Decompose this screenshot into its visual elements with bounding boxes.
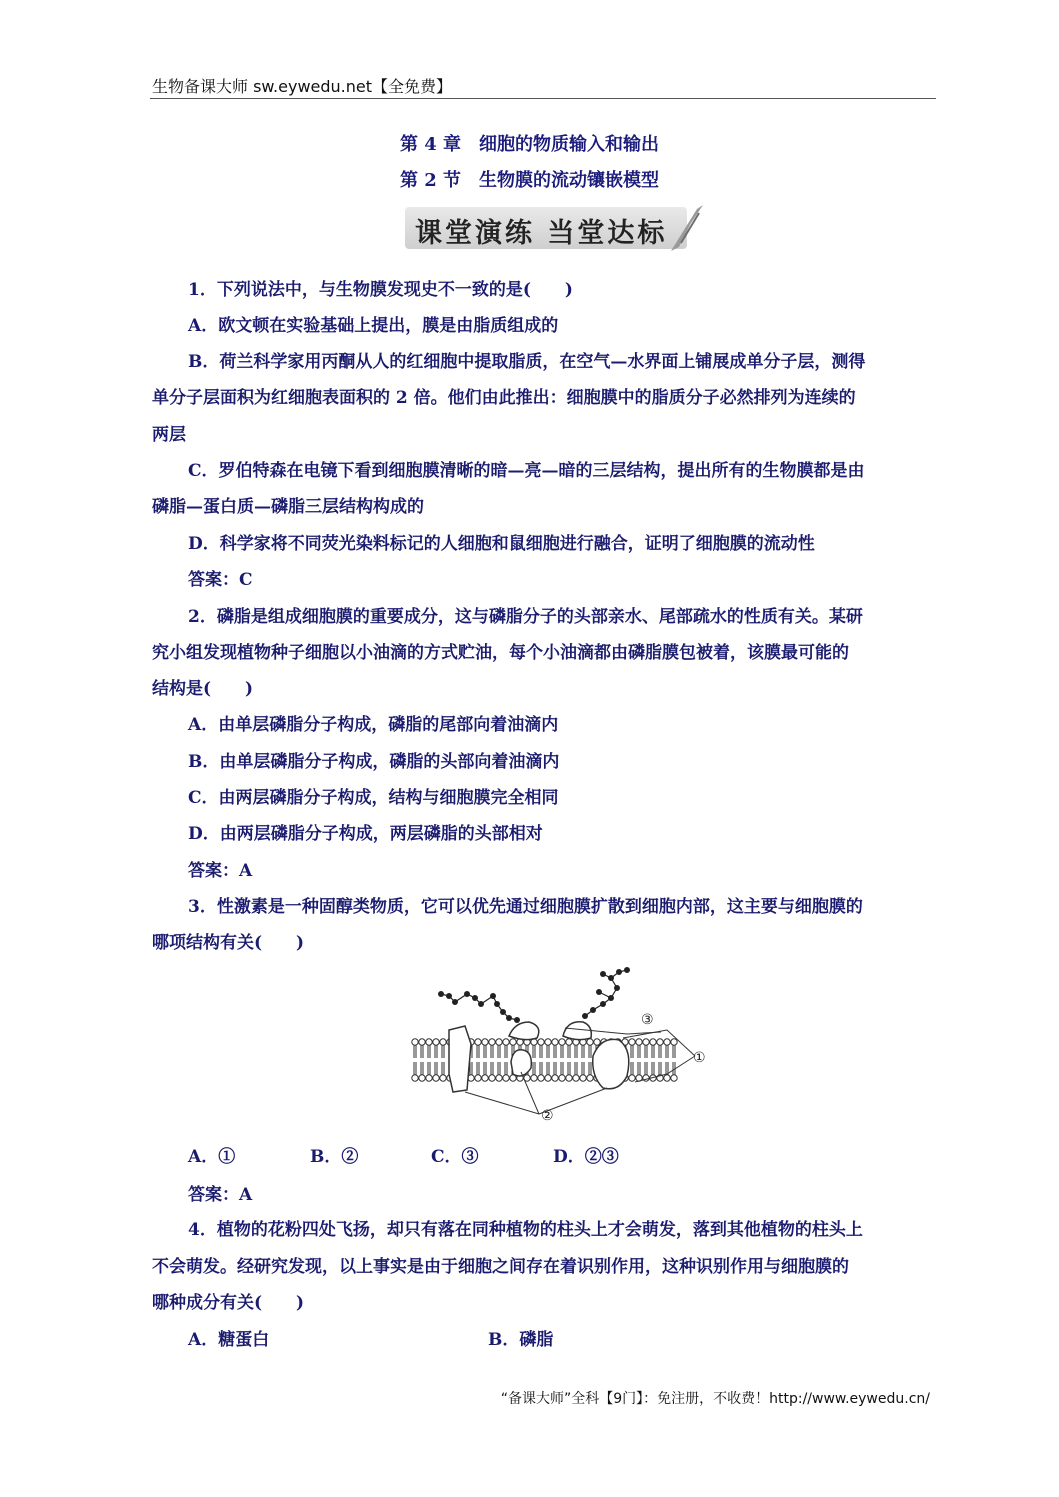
q1-option-a: A．欧文顿在实验基础上提出，膜是由脂质组成的	[188, 316, 559, 336]
q1-option-d: D．科学家将不同荧光染料标记的人细胞和鼠细胞进行融合，证明了细胞膜的流动性	[188, 534, 815, 554]
chapter-title: 第 4 章 细胞的物质输入和输出	[399, 134, 660, 155]
section-title: 第 2 节 生物膜的流动镶嵌模型	[399, 170, 660, 191]
banner	[405, 203, 705, 253]
q3-option-d: D．②③	[553, 1147, 619, 1167]
q2-option-a: A．由单层磷脂分子构成，磷脂的尾部向着油滴内	[188, 715, 559, 735]
brush-stroke-icon	[667, 203, 707, 253]
q4-stem-line1: 4．植物的花粉四处飞扬，却只有落在同种植物的柱头上才会萌发，落到其他植物的柱头上	[188, 1220, 863, 1240]
q2-answer: 答案：A	[188, 861, 253, 881]
q1-option-b-line1: B．荷兰科学家用丙酮从人的红细胞中提取脂质，在空气—水界面上铺展成单分子层，测得	[188, 352, 866, 372]
q2-stem-line2: 究小组发现植物种子细胞以小油滴的方式贮油，每个小油滴都由磷脂膜包被着，该膜最可能的	[152, 643, 849, 663]
header-site-text: 生物备课大师 sw.eywedu.net【全免费】	[152, 77, 453, 96]
q2-stem-line3: 结构是( )	[152, 679, 254, 699]
q3-stem-line2: 哪项结构有关( )	[152, 933, 305, 953]
label-3: ③	[641, 1012, 654, 1028]
q1-option-c-line1: C．罗伯特森在电镜下看到细胞膜清晰的暗—亮—暗的三层结构，提出所有的生物膜都是由	[188, 461, 865, 481]
membrane-diagram	[405, 964, 715, 1124]
header-divider	[150, 98, 936, 99]
q2-option-d: D．由两层磷脂分子构成，两层磷脂的头部相对	[188, 824, 543, 844]
q4-stem-line2: 不会萌发。经研究发现，以上事实是由于细胞之间存在着识别作用，这种识别作用与细胞膜的	[152, 1257, 849, 1277]
q3-answer: 答案：A	[188, 1185, 253, 1205]
q3-option-a: A．①	[188, 1147, 236, 1167]
q2-option-b: B．由单层磷脂分子构成，磷脂的头部向着油滴内	[188, 752, 560, 772]
q4-option-b: B．磷脂	[488, 1330, 554, 1350]
q4-stem-line3: 哪种成分有关( )	[152, 1293, 305, 1313]
footer-text: “备课大师”全科【9门】：免注册，不收费！http://www.eywedu.cn/	[500, 1391, 930, 1407]
q1-option-c-line2: 磷脂—蛋白质—磷脂三层结构构成的	[152, 497, 424, 517]
q1-option-b-line3: 两层	[152, 425, 186, 445]
q2-option-c: C．由两层磷脂分子构成，结构与细胞膜完全相同	[188, 788, 559, 808]
label-1: ①	[693, 1050, 706, 1066]
q4-option-a: A．糖蛋白	[188, 1330, 270, 1350]
banner-text: 课堂演练 当堂达标	[415, 218, 668, 249]
q3-option-c: C．③	[431, 1147, 479, 1167]
q1-option-b-line2: 单分子层面积为红细胞表面积的 2 倍。他们由此推出：细胞膜中的脂质分子必然排列为连续的	[152, 388, 856, 408]
label-2: ②	[541, 1108, 554, 1124]
fluid-mosaic-model-figure	[405, 964, 715, 1124]
q2-stem-line1: 2．磷脂是组成细胞膜的重要成分，这与磷脂分子的头部亲水、尾部疏水的性质有关。某研	[188, 607, 863, 627]
q1-answer: 答案：C	[188, 570, 253, 590]
q3-option-b: B．②	[310, 1147, 359, 1167]
q3-stem-line1: 3．性激素是一种固醇类物质，它可以优先通过细胞膜扩散到细胞内部，这主要与细胞膜的	[188, 897, 863, 917]
q1-stem: 1．下列说法中，与生物膜发现史不一致的是( )	[188, 280, 573, 300]
